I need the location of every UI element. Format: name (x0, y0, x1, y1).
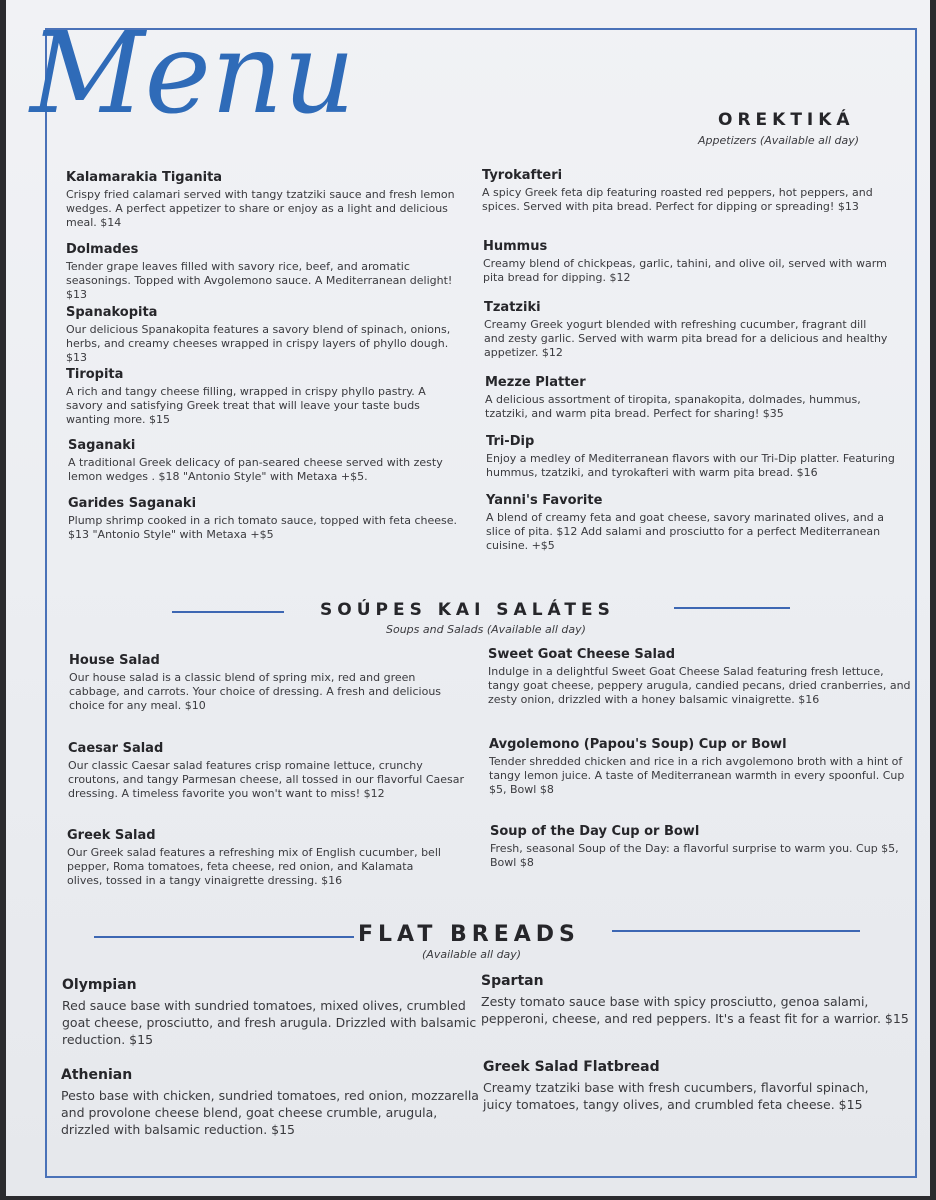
menu-item (488, 647, 913, 707)
item-description: A delicious assortment of tiropita, spanakopita, dolmades, hummus, tzatziki, and warm pita bread. Perfect for sharing! $35 (485, 393, 861, 420)
item-description: Enjoy a medley of Mediterranean flavors with our Tri-Dip platter. Featuring hummus, tzatziki, and tyrokafteri with warm pita bread. $16 (486, 452, 895, 479)
item-description: Our house salad is a classic blend of spring mix, red and green cabbage, and carrots. Your choice of dressing. A fresh and delicious choice for any meal. $10 (69, 671, 442, 712)
menu-item (486, 434, 901, 480)
item-name: Mezze Platter (485, 375, 586, 390)
item-description: Crispy fried calamari served with tangy tzatziki sauce and fresh lemon wedges. A perfect appetizer to share or enjoy as a light and delicious meal. $14 (66, 188, 455, 229)
item-name: Soup of the Day Cup or Bowl (490, 824, 700, 839)
menu-script-logo (26, 8, 356, 128)
item-description: Red sauce base with sundried tomatoes, mixed olives, crumbled goat cheese, prosciutto, and fresh arugula. Drizzled with balsamic reduction. $15 (62, 998, 477, 1047)
item-description: Our classic Caesar salad features crisp romaine lettuce, crunchy croutons, and tangy Parmesan cheese, all tossed in our flavorful Caesar dressing. A timeless favorite you won't want to miss! $12 (68, 759, 465, 800)
soupes-subtitle: Soups and Salads (Available all day) (386, 623, 586, 636)
menu-item (481, 973, 911, 1027)
item-name: Garides Saganaki (68, 496, 197, 511)
item-name: Tiropita (66, 367, 124, 382)
item-description: Fresh, seasonal Soup of the Day: a flavorful surprise to warm you. Cup $5, Bowl $8 (490, 842, 899, 869)
menu-item (67, 828, 452, 888)
item-description: Creamy tzatziki base with fresh cucumbers, flavorful spinach, juicy tomatoes, tangy olives, and crumbled feta cheese. $15 (483, 1080, 869, 1112)
menu-item (490, 824, 900, 870)
item-name: Athenian (61, 1067, 133, 1083)
menu-item (66, 305, 471, 365)
item-name: Saganaki (68, 438, 136, 453)
item-description: Tender shredded chicken and rice in a rich avgolemono broth with a hint of tangy lemon juice. A taste of Mediterranean warmth in every spoonful. Cup $5, Bowl $8 (489, 755, 905, 796)
item-name: Dolmades (66, 242, 139, 257)
menu-page (6, 0, 930, 1196)
item-name: Tri-Dip (486, 434, 535, 449)
item-name: Caesar Salad (68, 741, 164, 756)
item-description: Creamy blend of chickpeas, garlic, tahini, and olive oil, served with warm pita bread for dipping. $12 (483, 257, 887, 284)
menu-item (69, 653, 459, 713)
item-name: Tyrokafteri (482, 168, 563, 183)
item-description: A traditional Greek delicacy of pan-seared cheese served with zesty lemon wedges . $18 "Antonio Style" with Metaxa +$5. (68, 456, 443, 483)
menu-item (486, 493, 906, 553)
item-description: A blend of creamy feta and goat cheese, savory marinated olives, and a slice of pita. $12 Add salami and prosciutto for a perfect Mediterranean cuisine. +$5 (486, 511, 884, 552)
item-name: Sweet Goat Cheese Salad (488, 647, 676, 662)
item-name: Hummus (483, 239, 548, 254)
section-divider-right (612, 930, 860, 932)
item-name: Greek Salad (67, 828, 156, 843)
item-name: Avgolemono (Papou's Soup) Cup or Bowl (489, 737, 787, 752)
item-name: Spanakopita (66, 305, 158, 320)
item-description: Plump shrimp cooked in a rich tomato sauce, topped with feta cheese. $13 "Antonio Style" with Metaxa +$5 (68, 514, 458, 541)
menu-item (68, 496, 478, 542)
item-name: Greek Salad Flatbread (483, 1059, 660, 1075)
flatbreads-subtitle: (Available all day) (422, 948, 522, 961)
menu-item (61, 1067, 486, 1138)
item-name: Yanni's Favorite (486, 493, 603, 508)
item-description: Pesto base with chicken, sundried tomatoes, red onion, mozzarella and provolone cheese blend, goat cheese crumble, arugula, drizzled with balsamic reduction. $15 (61, 1088, 479, 1137)
item-description: Indulge in a delightful Sweet Goat Cheese Salad featuring fresh lettuce, tangy goat cheese, peppery arugula, candied pecans, dried cranberries, and zesty onion, drizzled with a honey balsamic vinaigrette. $16 (488, 665, 911, 706)
menu-item (484, 300, 889, 360)
item-name: Tzatziki (484, 300, 541, 315)
flatbreads-title: FLAT BREADS (358, 922, 580, 947)
item-description: Our delicious Spanakopita features a savory blend of spinach, onions, herbs, and creamy cheeses wrapped in crispy layers of phyllo dough. $13 (66, 323, 451, 364)
item-name: Kalamarakia Tiganita (66, 170, 223, 185)
section-divider-left (94, 936, 354, 938)
item-description: A rich and tangy cheese filling, wrapped in crispy phyllo pastry. A savory and satisfying Greek treat that will leave your taste buds wanting more. $15 (66, 385, 426, 426)
item-description: Tender grape leaves filled with savory rice, beef, and aromatic seasonings. Topped with Avgolemono sauce. A Mediterranean delight! $13 (66, 260, 453, 301)
menu-item (66, 170, 456, 230)
menu-item (482, 168, 902, 214)
menu-item (62, 977, 482, 1048)
item-description: Our Greek salad features a refreshing mix of English cucumber, bell pepper, Roma tomatoes, feta cheese, red onion, and Kalamata olives, tossed in a tangy vinaigrette dressing. $16 (67, 846, 441, 887)
menu-logo-text: Menu (30, 9, 356, 128)
menu-item (66, 367, 466, 427)
menu-item (489, 737, 914, 797)
item-description: Zesty tomato sauce base with spicy prosciutto, genoa salami, pepperoni, cheese, and red peppers. It's a feast fit for a warrior. $15 (481, 994, 909, 1026)
menu-item (485, 375, 890, 421)
item-name: Olympian (62, 977, 137, 993)
menu-item (68, 438, 458, 484)
section-divider-right (674, 607, 790, 609)
section-divider-left (172, 611, 284, 613)
menu-item (483, 1059, 883, 1113)
item-description: A spicy Greek feta dip featuring roasted red peppers, hot peppers, and spices. Served with pita bread. Perfect for dipping or spreading! $13 (482, 186, 873, 213)
orektika-title: OREKTIKÁ (718, 110, 855, 130)
menu-item (68, 741, 468, 801)
menu-item (483, 239, 893, 285)
item-name: House Salad (69, 653, 160, 668)
item-description: Creamy Greek yogurt blended with refreshing cucumber, fragrant dill and zesty garlic. Served with warm pita bread for a delicious and healthy appetizer. $12 (484, 318, 888, 359)
soupes-title: SOÚPES KAI SALÁTES (320, 600, 615, 620)
menu-item (66, 242, 466, 302)
orektika-subtitle: Appetizers (Available all day) (698, 134, 860, 147)
item-name: Spartan (481, 973, 544, 989)
